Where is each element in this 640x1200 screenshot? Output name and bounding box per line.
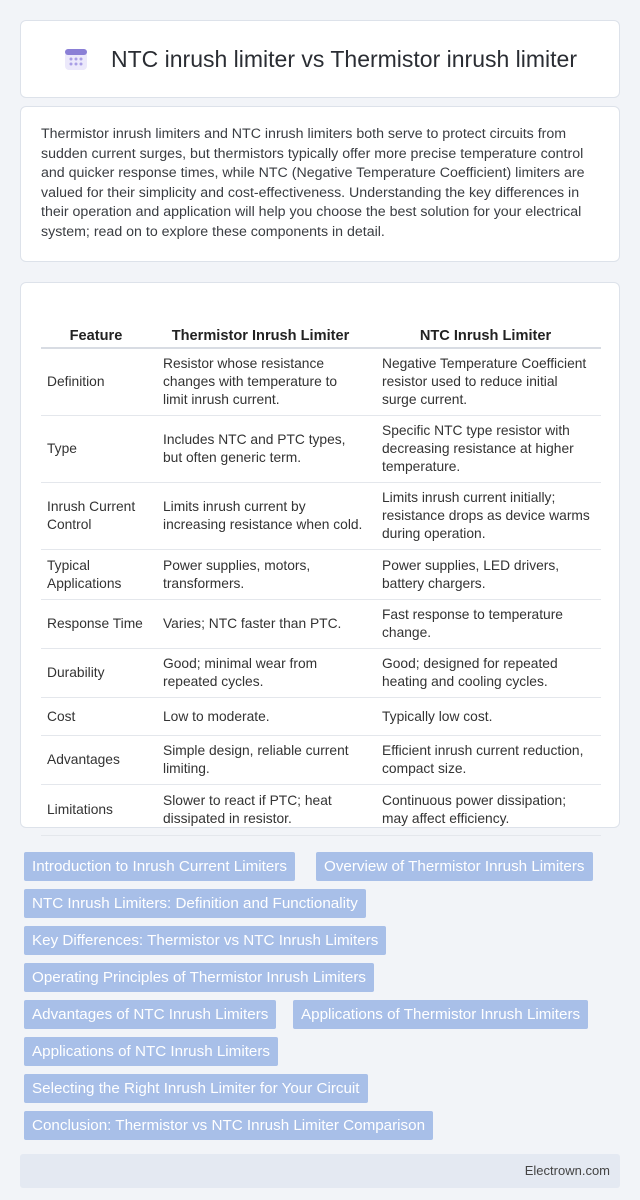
comparison-table-card	[20, 282, 620, 828]
topic-link[interactable]: Selecting the Right Inrush Limiter for Your Circuit	[24, 1074, 368, 1103]
table-cell: Includes NTC and PTC types, but often generic term.	[151, 416, 370, 483]
table-row	[41, 600, 601, 649]
table-cell: Type	[41, 416, 151, 483]
table-row	[41, 416, 601, 483]
calendar-icon	[63, 46, 89, 72]
table-cell: Definition	[41, 349, 151, 416]
table-row	[41, 785, 601, 836]
topic-link[interactable]: NTC Inrush Limiters: Definition and Functionality	[24, 889, 366, 918]
table-cell: Cost	[41, 698, 151, 736]
table-cell: Slower to react if PTC; heat dissipated in resistor.	[151, 785, 370, 836]
topic-link[interactable]: Key Differences: Thermistor vs NTC Inrush Limiters	[24, 926, 386, 955]
intro-card	[20, 106, 620, 262]
table-cell: Power supplies, motors, transformers.	[151, 550, 370, 600]
intro-text: Thermistor inrush limiters and NTC inrush limiters both serve to protect circuits from sudden current surges, but thermistors typically offer more precise temperature control and quicker response times, while NTC (Negative Temperature Coefficient) limiters are valued for their simplicity and cost-effectiveness. Understanding the key differences in their operation and application will help you choose the best solution for your electrical system; read on to explore these components in detail.	[41, 126, 585, 240]
column-header: Thermistor Inrush Limiter	[151, 303, 370, 349]
table-cell: Advantages	[41, 736, 151, 785]
topic-link[interactable]: Advantages of NTC Inrush Limiters	[24, 1000, 276, 1029]
table-cell: Low to moderate.	[151, 698, 370, 736]
table-row	[41, 649, 601, 698]
table-cell: Continuous power dissipation; may affect efficiency.	[370, 785, 601, 836]
column-header: NTC Inrush Limiter	[370, 303, 601, 349]
table-cell: Good; designed for repeated heating and cooling cycles.	[370, 649, 601, 698]
table-cell: Simple design, reliable current limiting.	[151, 736, 370, 785]
table-cell: Limits inrush current initially; resistance drops as device warms during operation.	[370, 483, 601, 550]
footer	[20, 1154, 620, 1188]
topic-link[interactable]: Applications of NTC Inrush Limiters	[24, 1037, 278, 1066]
table-row	[41, 736, 601, 785]
table-cell: Negative Temperature Coefficient resistor used to reduce initial surge current.	[370, 349, 601, 416]
table-cell: Typical Applications	[41, 550, 151, 600]
topic-link[interactable]: Conclusion: Thermistor vs NTC Inrush Limiter Comparison	[24, 1111, 433, 1140]
table-cell: Specific NTC type resistor with decreasing resistance at higher temperature.	[370, 416, 601, 483]
header-card	[20, 20, 620, 98]
table-row	[41, 483, 601, 550]
table-cell: Varies; NTC faster than PTC.	[151, 600, 370, 649]
table-cell: Durability	[41, 649, 151, 698]
topic-link[interactable]: Introduction to Inrush Current Limiters	[24, 852, 295, 881]
table-cell: Inrush Current Control	[41, 483, 151, 550]
table-row	[41, 349, 601, 416]
table-cell: Good; minimal wear from repeated cycles.	[151, 649, 370, 698]
comparison-table	[41, 303, 601, 836]
table-row	[41, 698, 601, 736]
topic-link[interactable]: Operating Principles of Thermistor Inrush Limiters	[24, 963, 374, 992]
column-header: Feature	[41, 303, 151, 349]
table-cell: Resistor whose resistance changes with temperature to limit inrush current.	[151, 349, 370, 416]
table-cell: Power supplies, LED drivers, battery chargers.	[370, 550, 601, 600]
page-title: NTC inrush limiter vs Thermistor inrush limiter	[110, 45, 578, 72]
table-cell: Response Time	[41, 600, 151, 649]
topic-link[interactable]: Applications of Thermistor Inrush Limiters	[293, 1000, 588, 1029]
table-cell: Typically low cost.	[370, 698, 601, 736]
table-row	[41, 550, 601, 600]
table-cell: Limitations	[41, 785, 151, 836]
topic-link[interactable]: Overview of Thermistor Inrush Limiters	[316, 852, 593, 881]
table-cell: Efficient inrush current reduction, compact size.	[370, 736, 601, 785]
footer-site: Electrown.com	[524, 1163, 610, 1178]
table-cell: Limits inrush current by increasing resistance when cold.	[151, 483, 370, 550]
table-header-row	[41, 303, 601, 349]
table-cell: Fast response to temperature change.	[370, 600, 601, 649]
